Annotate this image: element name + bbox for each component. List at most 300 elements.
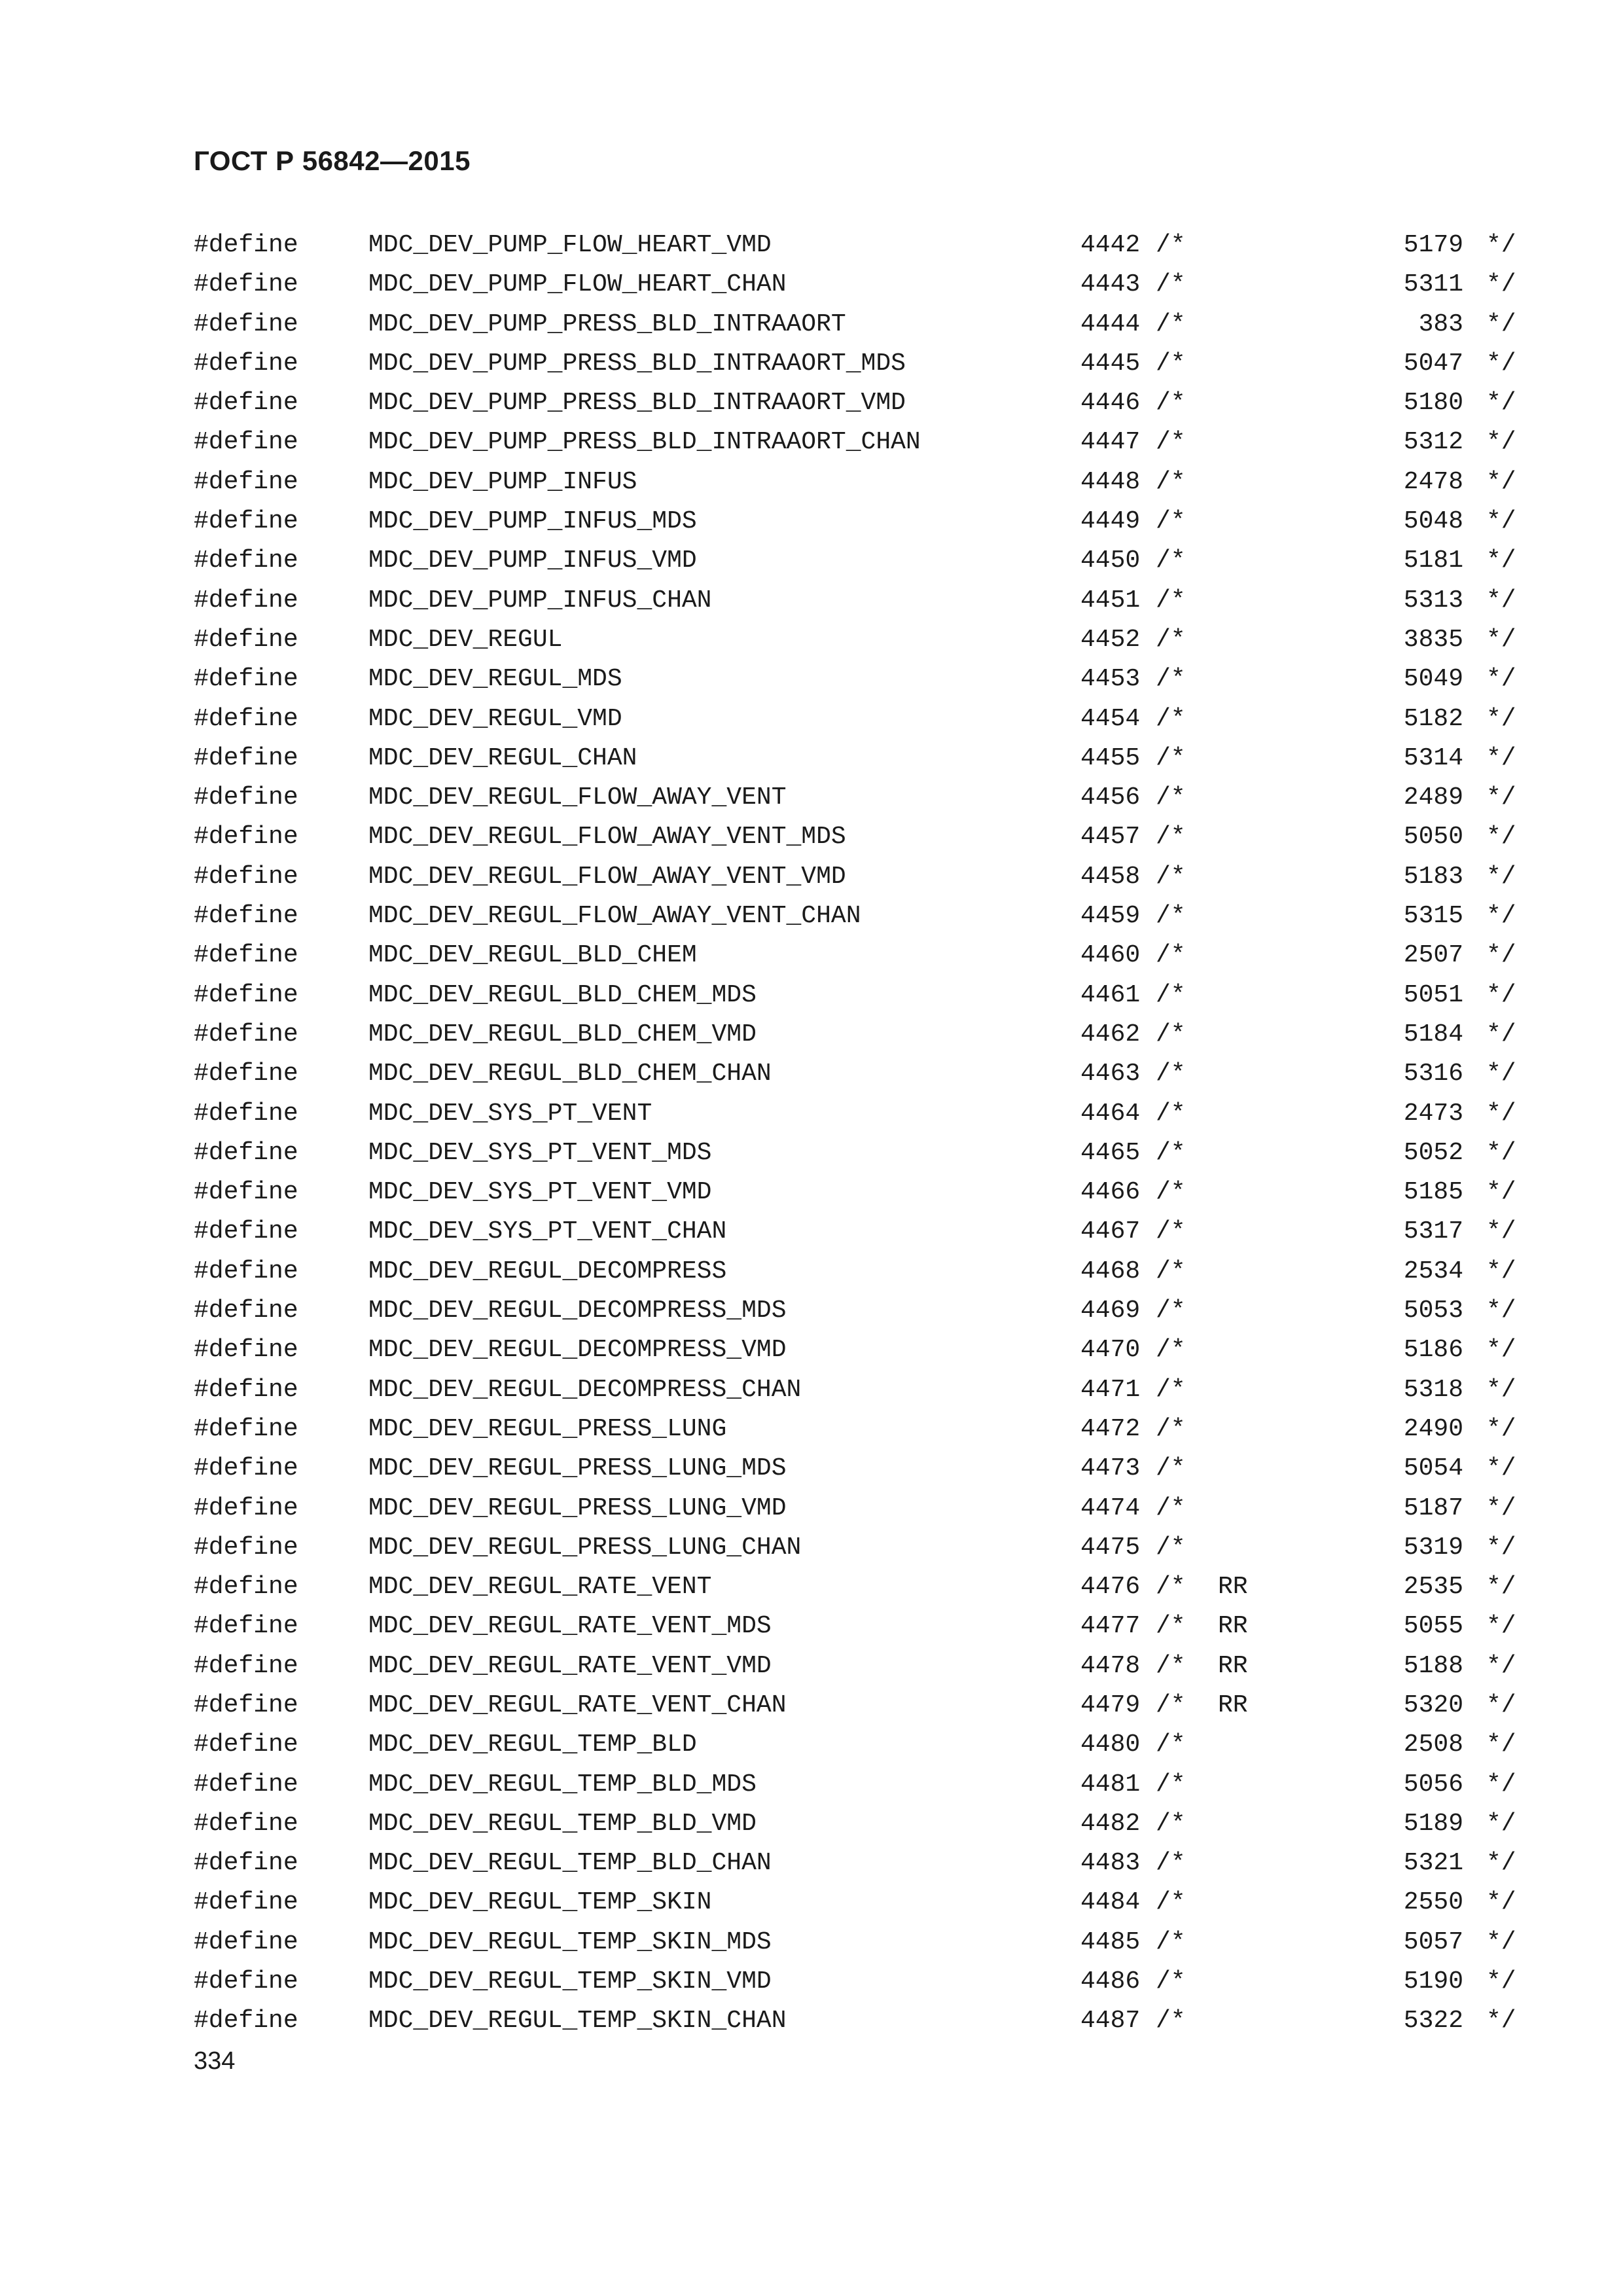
comment-close: */ (1486, 1533, 1516, 1562)
macro-name: MDC_DEV_REGUL_BLD_CHEM (368, 941, 697, 970)
comment-close: */ (1486, 704, 1516, 733)
comment-reference: 5311 (1403, 270, 1463, 299)
macro-name: MDC_DEV_REGUL_TEMP_SKIN_VMD (368, 1967, 772, 1996)
comment-close: */ (1486, 980, 1516, 1009)
define-keyword: #define (194, 665, 298, 694)
comment-open: /* (1156, 1533, 1186, 1562)
macro-name: MDC_DEV_PUMP_FLOW_HEART_CHAN (368, 270, 787, 299)
comment-reference: 383 (1418, 310, 1463, 338)
define-row (194, 1844, 1516, 1883)
comment-open: /* (1156, 941, 1186, 970)
macro-value: 4451 (1080, 586, 1141, 615)
comment-open: /* (1156, 1217, 1186, 1246)
comment-reference: 3835 (1403, 625, 1463, 654)
comment-close: */ (1486, 1020, 1516, 1049)
define-row (194, 976, 1516, 1015)
macro-value: 4464 (1080, 1099, 1141, 1128)
comment-close: */ (1486, 862, 1516, 891)
comment-open: /* (1156, 270, 1186, 299)
define-keyword: #define (194, 1691, 298, 1719)
macro-value: 4480 (1080, 1731, 1141, 1759)
comment-close: */ (1486, 744, 1516, 772)
macro-value: 4443 (1080, 270, 1141, 299)
define-row (194, 1765, 1516, 1804)
macro-name: MDC_DEV_REGUL_TEMP_BLD_MDS (368, 1770, 757, 1799)
comment-open: /* (1156, 704, 1186, 733)
define-row (194, 226, 1516, 265)
macro-name: MDC_DEV_PUMP_FLOW_HEART_VMD (368, 231, 772, 259)
comment-reference: 5185 (1403, 1178, 1463, 1207)
define-keyword: #define (194, 862, 298, 891)
comment-open: /* (1156, 744, 1186, 772)
macro-name: MDC_DEV_PUMP_INFUS_CHAN (368, 586, 712, 615)
comment-open: /* (1156, 349, 1186, 378)
define-keyword: #define (194, 980, 298, 1009)
macro-name: MDC_DEV_REGUL_TEMP_SKIN (368, 1888, 712, 1917)
define-keyword: #define (194, 1651, 298, 1680)
comment-close: */ (1486, 941, 1516, 970)
macro-name: MDC_DEV_REGUL_BLD_CHEM_VMD (368, 1020, 757, 1049)
define-keyword: #define (194, 1849, 298, 1878)
comment-reference: 5054 (1403, 1454, 1463, 1483)
define-row (194, 1410, 1516, 1449)
macro-value: 4459 (1080, 902, 1141, 931)
define-keyword: #define (194, 902, 298, 931)
define-row (194, 778, 1516, 817)
macro-value: 4468 (1080, 1257, 1141, 1285)
define-row (194, 1647, 1516, 1686)
comment-open: /* (1156, 1967, 1186, 1996)
macro-name: MDC_DEV_SYS_PT_VENT_VMD (368, 1178, 712, 1207)
comment-open: /* (1156, 1849, 1186, 1878)
macro-value: 4484 (1080, 1888, 1141, 1917)
comment-reference: 2535 (1403, 1573, 1463, 1602)
macro-name: MDC_DEV_REGUL_DECOMPRESS (368, 1257, 727, 1285)
macro-value: 4454 (1080, 704, 1141, 733)
define-keyword: #define (194, 270, 298, 299)
comment-reference: 5184 (1403, 1020, 1463, 1049)
macro-value: 4461 (1080, 980, 1141, 1009)
comment-close: */ (1486, 625, 1516, 654)
define-row (194, 1528, 1516, 1568)
comment-reference: 5052 (1403, 1138, 1463, 1167)
comment-reference: 5189 (1403, 1809, 1463, 1838)
comment-open: /* (1156, 862, 1186, 891)
macro-value: 4449 (1080, 507, 1141, 536)
macro-value: 4473 (1080, 1454, 1141, 1483)
comment-open: /* (1156, 1573, 1186, 1602)
macro-value: 4458 (1080, 862, 1141, 891)
macro-name: MDC_DEV_REGUL_TEMP_BLD (368, 1731, 697, 1759)
comment-close: */ (1486, 310, 1516, 338)
comment-close: */ (1486, 1217, 1516, 1246)
comment-open: /* (1156, 1731, 1186, 1759)
comment-close: */ (1486, 1691, 1516, 1719)
comment-close: */ (1486, 1454, 1516, 1483)
define-keyword: #define (194, 1414, 298, 1443)
macro-value: 4475 (1080, 1533, 1141, 1562)
comment-reference: 5049 (1403, 665, 1463, 694)
comment-close: */ (1486, 2007, 1516, 2036)
macro-value: 4445 (1080, 349, 1141, 378)
define-row (194, 1331, 1516, 1370)
define-keyword: #define (194, 586, 298, 615)
macro-name: MDC_DEV_REGUL_RATE_VENT_MDS (368, 1612, 772, 1641)
macro-name: MDC_DEV_REGUL_VMD (368, 704, 622, 733)
define-keyword: #define (194, 625, 298, 654)
macro-value: 4455 (1080, 744, 1141, 772)
macro-value: 4450 (1080, 547, 1141, 575)
comment-open: /* (1156, 665, 1186, 694)
macro-name: MDC_DEV_REGUL_PRESS_LUNG_CHAN (368, 1533, 802, 1562)
define-row (194, 1173, 1516, 1212)
macro-name: MDC_DEV_REGUL_MDS (368, 665, 622, 694)
define-row (194, 344, 1516, 384)
macro-name: MDC_DEV_SYS_PT_VENT (368, 1099, 652, 1128)
comment-open: /* (1156, 586, 1186, 615)
macro-value: 4486 (1080, 1967, 1141, 1996)
define-keyword: #define (194, 1770, 298, 1799)
comment-open: /* (1156, 1494, 1186, 1522)
macro-name: MDC_DEV_REGUL_DECOMPRESS_VMD (368, 1336, 787, 1365)
comment-close: */ (1486, 1849, 1516, 1878)
define-row (194, 423, 1516, 462)
define-row (194, 936, 1516, 975)
comment-reference: 5313 (1403, 586, 1463, 615)
comment-close: */ (1486, 349, 1516, 378)
define-row (194, 857, 1516, 897)
define-row (194, 1212, 1516, 1251)
macro-name: MDC_DEV_REGUL_CHAN (368, 744, 637, 772)
define-keyword: #define (194, 1375, 298, 1404)
comment-reference: 5183 (1403, 862, 1463, 891)
macro-value: 4478 (1080, 1651, 1141, 1680)
define-keyword: #define (194, 2007, 298, 2036)
comment-reference: 5056 (1403, 1770, 1463, 1799)
define-keyword: #define (194, 507, 298, 536)
define-row (194, 384, 1516, 423)
comment-reference: 2534 (1403, 1257, 1463, 1285)
macro-value: 4469 (1080, 1297, 1141, 1325)
comment-reference: 5312 (1403, 428, 1463, 457)
comment-open: /* (1156, 783, 1186, 812)
macro-value: 4446 (1080, 389, 1141, 418)
macro-name: MDC_DEV_REGUL_RATE_VENT_CHAN (368, 1691, 787, 1719)
define-row (194, 502, 1516, 541)
macro-name: MDC_DEV_REGUL_TEMP_BLD_VMD (368, 1809, 757, 1838)
comment-close: */ (1486, 1928, 1516, 1956)
define-row (194, 1883, 1516, 1922)
define-row (194, 897, 1516, 936)
comment-open: /* (1156, 1612, 1186, 1641)
define-keyword: #define (194, 1020, 298, 1049)
define-row (194, 1094, 1516, 1134)
comment-close: */ (1486, 1414, 1516, 1443)
comment-close: */ (1486, 1297, 1516, 1325)
macro-name: MDC_DEV_REGUL_TEMP_SKIN_CHAN (368, 2007, 787, 2036)
define-row (194, 1489, 1516, 1528)
comment-open: /* (1156, 1375, 1186, 1404)
comment-reference: 5051 (1403, 980, 1463, 1009)
comment-reference: 5057 (1403, 1928, 1463, 1956)
macro-name: MDC_DEV_REGUL_FLOW_AWAY_VENT_VMD (368, 862, 846, 891)
comment-close: */ (1486, 1099, 1516, 1128)
define-keyword: #define (194, 1573, 298, 1602)
macro-name: MDC_DEV_PUMP_INFUS (368, 467, 637, 496)
macro-value: 4474 (1080, 1494, 1141, 1522)
macro-value: 4479 (1080, 1691, 1141, 1719)
macro-name: MDC_DEV_REGUL_TEMP_BLD_CHAN (368, 1849, 772, 1878)
macro-name: MDC_DEV_REGUL_RATE_VENT (368, 1573, 712, 1602)
macro-name: MDC_DEV_REGUL_PRESS_LUNG (368, 1414, 727, 1443)
define-keyword: #define (194, 783, 298, 812)
define-keyword: #define (194, 823, 298, 852)
define-row (194, 265, 1516, 304)
comment-open: /* (1156, 1336, 1186, 1365)
comment-reference: 5048 (1403, 507, 1463, 536)
comment-open: /* (1156, 310, 1186, 338)
comment-open: /* (1156, 1178, 1186, 1207)
define-row (194, 581, 1516, 620)
macro-value: 4467 (1080, 1217, 1141, 1246)
comment-open: /* (1156, 1138, 1186, 1167)
define-keyword: #define (194, 1454, 298, 1483)
comment-close: */ (1486, 389, 1516, 418)
define-keyword: #define (194, 1099, 298, 1128)
comment-reference: 5316 (1403, 1060, 1463, 1088)
define-row (194, 620, 1516, 660)
define-row (194, 1252, 1516, 1291)
comment-reference: 5317 (1403, 1217, 1463, 1246)
comment-reference: 5318 (1403, 1375, 1463, 1404)
macro-value: 4472 (1080, 1414, 1141, 1443)
comment-reference: 2489 (1403, 783, 1463, 812)
comment-reference: 2478 (1403, 467, 1463, 496)
macro-value: 4447 (1080, 428, 1141, 457)
macro-name: MDC_DEV_REGUL (368, 625, 563, 654)
comment-close: */ (1486, 270, 1516, 299)
comment-close: */ (1486, 547, 1516, 575)
comment-close: */ (1486, 1731, 1516, 1759)
macro-name: MDC_DEV_REGUL_BLD_CHEM_MDS (368, 980, 757, 1009)
define-keyword: #define (194, 1257, 298, 1285)
comment-open: /* (1156, 980, 1186, 1009)
define-keyword: #define (194, 310, 298, 338)
comment-open: /* (1156, 1691, 1186, 1719)
macro-name: MDC_DEV_SYS_PT_VENT_MDS (368, 1138, 712, 1167)
comment-reference: 5055 (1403, 1612, 1463, 1641)
comment-close: */ (1486, 428, 1516, 457)
comment-open: /* (1156, 507, 1186, 536)
macro-value: 4485 (1080, 1928, 1141, 1956)
comment-close: */ (1486, 1770, 1516, 1799)
comment-open: /* (1156, 547, 1186, 575)
comment-reference: 5180 (1403, 389, 1463, 418)
comment-reference: 2490 (1403, 1414, 1463, 1443)
define-row (194, 1015, 1516, 1054)
macro-value: 4477 (1080, 1612, 1141, 1641)
macro-value: 4442 (1080, 231, 1141, 259)
comment-open: /* (1156, 1770, 1186, 1799)
comment-open: /* (1156, 902, 1186, 931)
define-row (194, 1291, 1516, 1331)
comment-close: */ (1486, 1967, 1516, 1996)
macro-name: MDC_DEV_REGUL_PRESS_LUNG_VMD (368, 1494, 787, 1522)
comment-open: /* (1156, 467, 1186, 496)
define-keyword: #define (194, 467, 298, 496)
define-keyword: #define (194, 1533, 298, 1562)
macro-value: 4444 (1080, 310, 1141, 338)
comment-close: */ (1486, 1178, 1516, 1207)
macro-value: 4466 (1080, 1178, 1141, 1207)
comment-open: /* (1156, 1414, 1186, 1443)
comment-tag: RR (1218, 1691, 1248, 1719)
macro-name: MDC_DEV_REGUL_PRESS_LUNG_MDS (368, 1454, 787, 1483)
define-row (194, 1607, 1516, 1646)
define-keyword: #define (194, 1494, 298, 1522)
define-row (194, 1449, 1516, 1488)
comment-open: /* (1156, 1020, 1186, 1049)
macro-name: MDC_DEV_REGUL_FLOW_AWAY_VENT (368, 783, 787, 812)
define-row (194, 1568, 1516, 1607)
comment-reference: 5188 (1403, 1651, 1463, 1680)
macro-value: 4470 (1080, 1336, 1141, 1365)
macro-value: 4476 (1080, 1573, 1141, 1602)
macro-value: 4457 (1080, 823, 1141, 852)
macro-value: 4463 (1080, 1060, 1141, 1088)
comment-reference: 5319 (1403, 1533, 1463, 1562)
comment-tag: RR (1218, 1573, 1248, 1602)
define-list (194, 226, 1516, 2041)
comment-close: */ (1486, 1651, 1516, 1680)
comment-close: */ (1486, 1060, 1516, 1088)
macro-name: MDC_DEV_REGUL_FLOW_AWAY_VENT_MDS (368, 823, 846, 852)
comment-open: /* (1156, 625, 1186, 654)
define-row (194, 1804, 1516, 1844)
comment-open: /* (1156, 1297, 1186, 1325)
define-row (194, 1686, 1516, 1725)
define-row (194, 541, 1516, 581)
comment-reference: 5322 (1403, 2007, 1463, 2036)
define-keyword: #define (194, 1928, 298, 1956)
macro-name: MDC_DEV_REGUL_DECOMPRESS_CHAN (368, 1375, 802, 1404)
comment-open: /* (1156, 2007, 1186, 2036)
define-keyword: #define (194, 1612, 298, 1641)
comment-reference: 5315 (1403, 902, 1463, 931)
comment-close: */ (1486, 1336, 1516, 1365)
comment-close: */ (1486, 1494, 1516, 1522)
comment-open: /* (1156, 231, 1186, 259)
comment-close: */ (1486, 586, 1516, 615)
macro-name: MDC_DEV_SYS_PT_VENT_CHAN (368, 1217, 727, 1246)
comment-close: */ (1486, 902, 1516, 931)
macro-value: 4452 (1080, 625, 1141, 654)
comment-close: */ (1486, 1375, 1516, 1404)
comment-reference: 5181 (1403, 547, 1463, 575)
define-row (194, 1725, 1516, 1765)
comment-open: /* (1156, 428, 1186, 457)
page-number: 334 (194, 2047, 236, 2075)
comment-reference: 5182 (1403, 704, 1463, 733)
comment-reference: 2473 (1403, 1099, 1463, 1128)
macro-value: 4456 (1080, 783, 1141, 812)
comment-close: */ (1486, 1888, 1516, 1917)
define-row (194, 700, 1516, 739)
comment-close: */ (1486, 467, 1516, 496)
macro-name: MDC_DEV_PUMP_PRESS_BLD_INTRAAORT_VMD (368, 389, 906, 418)
define-keyword: #define (194, 941, 298, 970)
define-row (194, 660, 1516, 699)
comment-close: */ (1486, 783, 1516, 812)
macro-name: MDC_DEV_PUMP_INFUS_MDS (368, 507, 697, 536)
comment-open: /* (1156, 1257, 1186, 1285)
define-keyword: #define (194, 1809, 298, 1838)
define-row (194, 2001, 1516, 2041)
define-keyword: #define (194, 1731, 298, 1759)
comment-reference: 5186 (1403, 1336, 1463, 1365)
comment-reference: 5190 (1403, 1967, 1463, 1996)
comment-reference: 5320 (1403, 1691, 1463, 1719)
define-row (194, 739, 1516, 778)
comment-open: /* (1156, 1099, 1186, 1128)
macro-value: 4471 (1080, 1375, 1141, 1404)
macro-value: 4481 (1080, 1770, 1141, 1799)
comment-close: */ (1486, 665, 1516, 694)
define-keyword: #define (194, 1178, 298, 1207)
macro-value: 4448 (1080, 467, 1141, 496)
comment-close: */ (1486, 1809, 1516, 1838)
comment-tag: RR (1218, 1612, 1248, 1641)
comment-close: */ (1486, 507, 1516, 536)
define-row (194, 1962, 1516, 2001)
macro-value: 4453 (1080, 665, 1141, 694)
comment-reference: 5314 (1403, 744, 1463, 772)
define-keyword: #define (194, 428, 298, 457)
comment-reference: 5187 (1403, 1494, 1463, 1522)
macro-value: 4460 (1080, 941, 1141, 970)
define-keyword: #define (194, 547, 298, 575)
define-keyword: #define (194, 704, 298, 733)
macro-name: MDC_DEV_REGUL_RATE_VENT_VMD (368, 1651, 772, 1680)
macro-name: MDC_DEV_PUMP_PRESS_BLD_INTRAAORT_MDS (368, 349, 906, 378)
comment-close: */ (1486, 1573, 1516, 1602)
comment-open: /* (1156, 1928, 1186, 1956)
comment-open: /* (1156, 1060, 1186, 1088)
define-keyword: #define (194, 1336, 298, 1365)
comment-close: */ (1486, 1138, 1516, 1167)
macro-name: MDC_DEV_REGUL_BLD_CHEM_CHAN (368, 1060, 772, 1088)
define-keyword: #define (194, 1060, 298, 1088)
define-keyword: #define (194, 1297, 298, 1325)
define-row (194, 1054, 1516, 1094)
macro-value: 4483 (1080, 1849, 1141, 1878)
comment-reference: 2507 (1403, 941, 1463, 970)
comment-reference: 5047 (1403, 349, 1463, 378)
macro-value: 4465 (1080, 1138, 1141, 1167)
comment-reference: 5053 (1403, 1297, 1463, 1325)
define-keyword: #define (194, 744, 298, 772)
define-keyword: #define (194, 231, 298, 259)
comment-reference: 5179 (1403, 231, 1463, 259)
comment-close: */ (1486, 823, 1516, 852)
comment-close: */ (1486, 1257, 1516, 1285)
comment-close: */ (1486, 1612, 1516, 1641)
define-keyword: #define (194, 1138, 298, 1167)
macro-name: MDC_DEV_REGUL_TEMP_SKIN_MDS (368, 1928, 772, 1956)
comment-reference: 2508 (1403, 1731, 1463, 1759)
define-keyword: #define (194, 1888, 298, 1917)
comment-reference: 5050 (1403, 823, 1463, 852)
